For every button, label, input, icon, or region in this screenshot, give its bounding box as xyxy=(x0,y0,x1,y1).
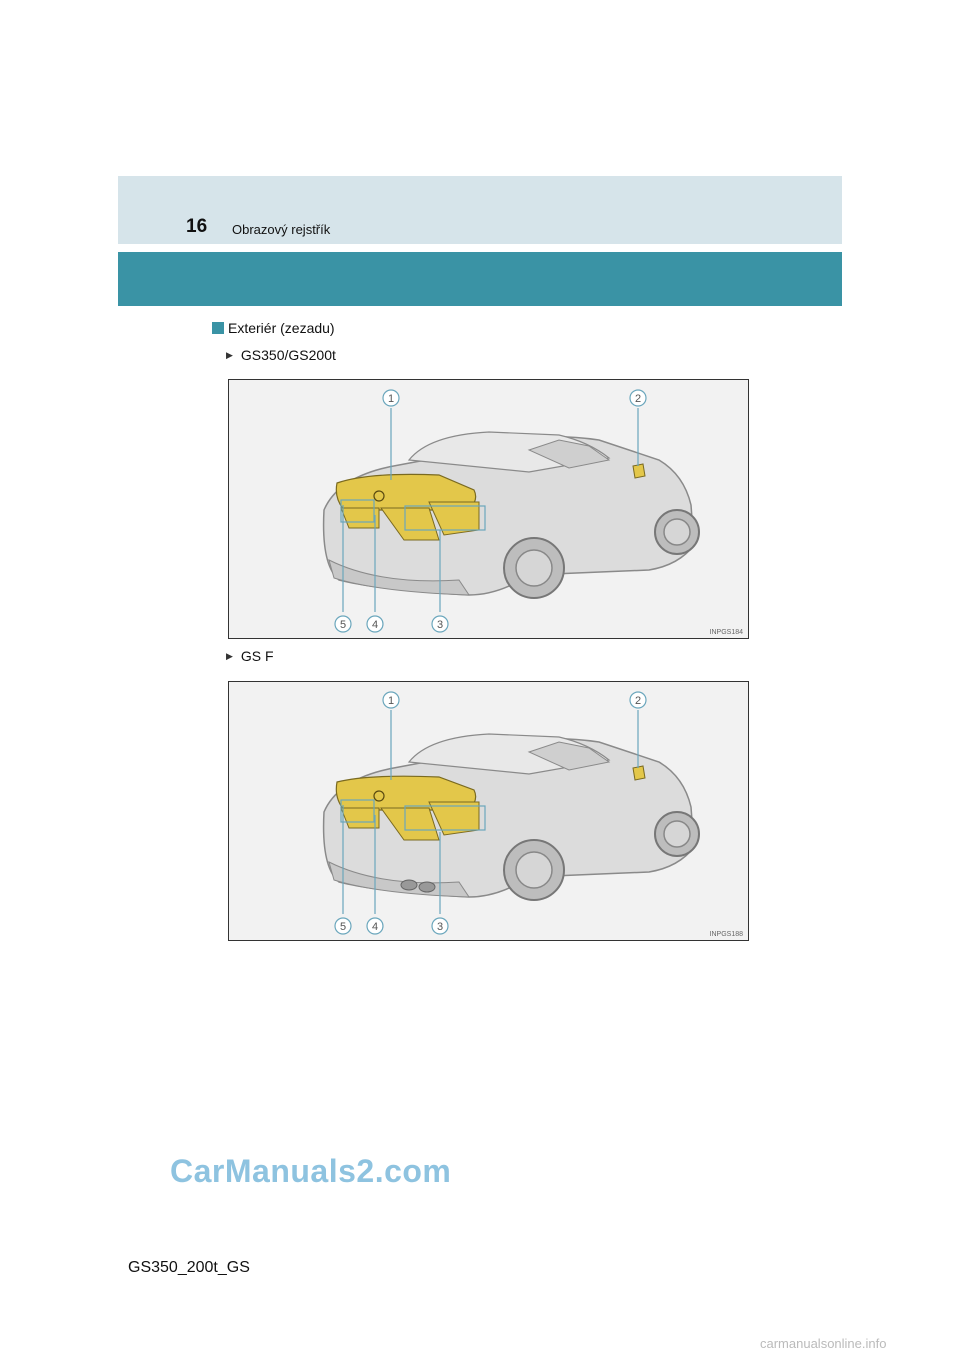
callout-5 xyxy=(335,918,351,934)
svg-text:2: 2 xyxy=(634,393,642,405)
svg-text:3: 3 xyxy=(436,619,444,631)
footer-site: carmanualsonline.info xyxy=(760,1336,887,1351)
svg-text:2: 2 xyxy=(634,695,642,707)
variant-label-2 xyxy=(226,648,274,664)
svg-text:4: 4 xyxy=(371,921,379,933)
variant-text: GS F xyxy=(240,648,274,664)
callout-5 xyxy=(335,616,351,632)
svg-text:4: 4 xyxy=(371,619,379,631)
callout-3 xyxy=(432,616,448,632)
camera-highlight xyxy=(633,464,645,478)
callout-2 xyxy=(630,692,646,708)
callout-1 xyxy=(383,390,399,406)
svg-text:1: 1 xyxy=(387,393,395,405)
triangle-bullet-icon: ▶ xyxy=(226,650,233,661)
header-band xyxy=(118,176,842,244)
callout-3 xyxy=(432,918,448,934)
callout-4 xyxy=(367,616,383,632)
callout-4 xyxy=(367,918,383,934)
svg-text:5: 5 xyxy=(339,921,347,933)
svg-text:3: 3 xyxy=(436,921,444,933)
figure-gsf xyxy=(228,681,749,941)
subsection-heading xyxy=(212,320,335,336)
model-code: GS350_200t_GS xyxy=(128,1259,250,1276)
svg-text:1: 1 xyxy=(387,695,395,707)
section-title: Obrazový rejstřík xyxy=(232,222,331,237)
triangle-bullet-icon: ▶ xyxy=(226,349,233,360)
watermark: CarManuals2.com xyxy=(170,1153,452,1189)
callout-2 xyxy=(630,390,646,406)
svg-text:5: 5 xyxy=(339,619,347,631)
car-illustration xyxy=(324,432,699,598)
variant-text: GS350/GS200t xyxy=(240,347,336,363)
header-bar xyxy=(118,252,842,306)
camera-highlight xyxy=(633,766,645,780)
callout-1 xyxy=(383,692,399,708)
subsection-title: Exteriér (zezadu) xyxy=(228,320,335,336)
variant-label-1 xyxy=(226,347,336,363)
page-number: 16 xyxy=(186,216,208,237)
image-code: INPGS184 xyxy=(709,629,743,636)
square-bullet-icon xyxy=(212,322,224,334)
figure-gs350 xyxy=(228,379,749,639)
image-code: INPGS188 xyxy=(709,931,743,938)
car-illustration xyxy=(324,734,699,900)
